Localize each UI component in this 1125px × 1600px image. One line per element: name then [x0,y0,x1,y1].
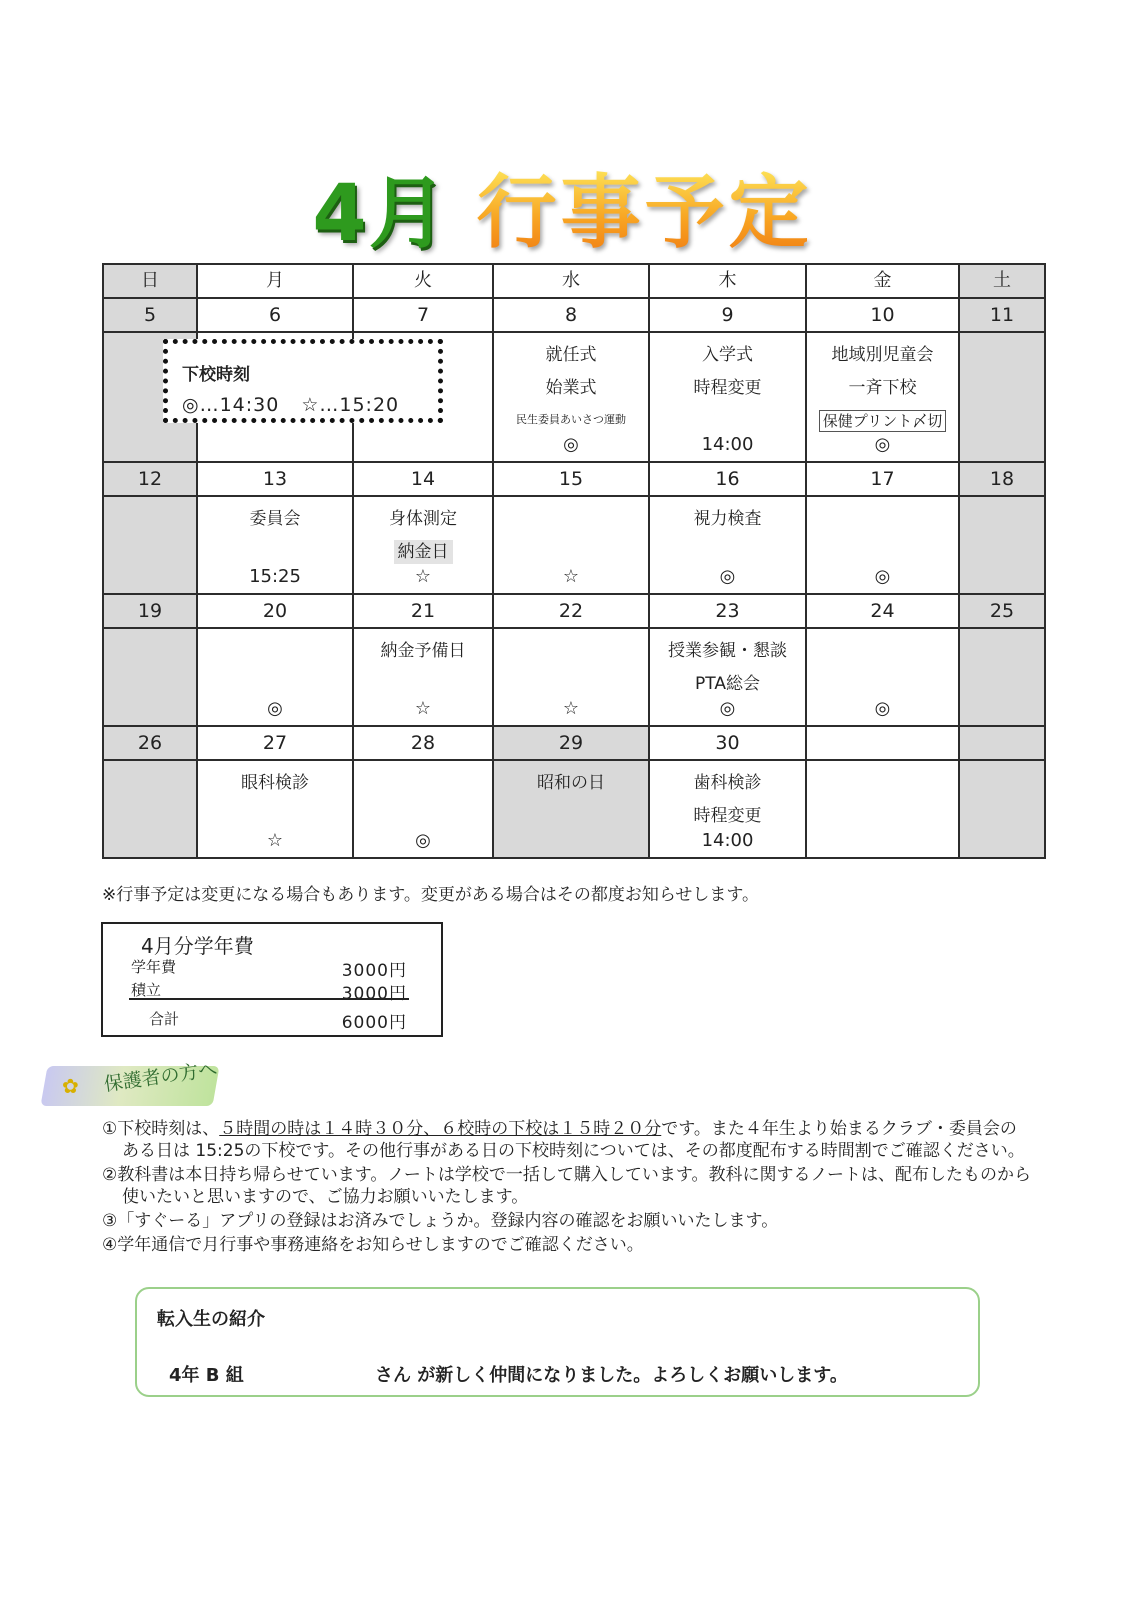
event-text-small: 民生委員あいさつ運動 [516,413,626,426]
dismissal-mark: ◎ [719,698,736,719]
date-cell: 21 [353,594,493,628]
event-text: 身体測定 [389,509,457,529]
notice-item: ②教科書は本日持ち帰らせています。ノートは学校で一括して購入しています。教科に関するノートは、配布したものから使いたいと思いますので、ご協力お願いいたします。 [102,1165,1031,1207]
title-events: 行事予定 [476,166,813,259]
fee-divider [129,998,409,1000]
event-cell [493,332,649,462]
date-cell: 17 [806,462,959,496]
weekday-header-row [103,264,1045,298]
date-cell: 24 [806,594,959,628]
event-text: 就任式 [545,345,597,365]
date-cell: 13 [197,462,353,496]
dismissal-mark: ☆ [266,830,284,851]
dismissal-mark: ☆ [562,566,580,587]
weekday-mon: 月 [197,264,353,298]
notice-item: ③「すぐーる」アプリの登録はお済みでしょうか。登録内容の確認をお願いいたします。 [102,1211,779,1231]
weekday-thu: 木 [649,264,806,298]
date-cell: 25 [959,594,1045,628]
event-cell [649,332,806,462]
event-text: 視力検査 [693,509,762,529]
event-text: 一斉下校 [848,378,917,398]
transfer-student-box [135,1287,980,1397]
weekday-sun: 日 [103,264,197,298]
dismissal-mark: ◎ [719,566,736,587]
date-row [103,298,1045,332]
date-cell: 18 [959,462,1045,496]
event-cell [353,628,493,726]
event-row [103,628,1045,726]
transfer-title: 転入生の紹介 [157,1309,265,1330]
fee-label: 学年費 [131,958,177,976]
date-cell [959,726,1045,760]
transfer-class: 4年 B 組 [169,1365,244,1386]
notice-list [102,1118,1032,1258]
notice-underlined: ５時間の時は１４時３０分、６校時の下校は１５時２０分 [219,1119,662,1139]
dismissal-mark: ◎ [267,698,283,719]
event-text: 眼科検診 [241,773,309,793]
event-cell [103,496,197,594]
date-cell-holiday: 29 [493,726,649,760]
event-cell [806,628,959,726]
dismissal-times [182,394,399,416]
holiday-name: 昭和の日 [537,773,605,793]
event-cell [649,760,806,858]
event-cell [493,496,649,594]
date-cell: 28 [353,726,493,760]
dismissal-title: 下校時刻 [182,365,250,385]
date-cell: 30 [649,726,806,760]
fee-label: 積立 [131,981,162,999]
fee-amount: 3000円 [341,961,407,981]
event-cell [197,628,353,726]
event-cell [806,496,959,594]
fee-total-amount: 6000円 [341,1013,407,1033]
weekday-fri: 金 [806,264,959,298]
event-text: 時程変更 [693,806,762,826]
date-cell: 19 [103,594,197,628]
date-cell: 27 [197,726,353,760]
date-row [103,726,1045,760]
dismissal-mark: ◎ [874,434,891,455]
event-cell [649,496,806,594]
deadline-badge: 保健プリント〆切 [819,410,946,432]
weekday-sat: 土 [959,264,1045,298]
event-cell [959,760,1045,858]
event-cell [649,628,806,726]
date-cell [806,726,959,760]
date-cell: 5 [103,298,197,332]
event-cell-holiday [493,760,649,858]
dismissal-mark: ☆ [414,566,432,587]
date-cell: 22 [493,594,649,628]
event-text: 歯科検診 [693,773,762,793]
dismissal-mark: ◎ [563,434,579,455]
dismissal-time-star: ☆…15:20 [301,394,400,416]
event-cell [959,496,1045,594]
event-row [103,760,1045,858]
event-text: 納金予備日 [380,641,466,661]
dismissal-time: 15:25 [249,566,301,587]
event-cell [197,760,353,858]
event-cell [197,496,353,594]
fee-title: 4月分学年費 [141,934,254,958]
flower-icon: ✿ [62,1074,79,1098]
dismissal-mark: ◎ [415,830,431,851]
event-cell [806,332,959,462]
dismissal-time: 14:00 [701,830,754,851]
date-cell: 6 [197,298,353,332]
date-cell: 7 [353,298,493,332]
date-cell: 14 [353,462,493,496]
date-cell: 10 [806,298,959,332]
page-title [0,148,1125,263]
dismissal-time-double-circle: ◎…14:30 [182,394,280,416]
event-cell [959,332,1045,462]
date-cell: 11 [959,298,1045,332]
event-text: 入学式 [702,345,753,365]
dismissal-mark: ◎ [874,566,891,587]
event-text: 時程変更 [693,378,762,398]
date-cell: 9 [649,298,806,332]
event-cell [353,496,493,594]
dismissal-mark: ☆ [562,698,580,719]
date-cell: 12 [103,462,197,496]
event-row [103,496,1045,594]
dismissal-time-box [163,339,443,423]
notice-item [102,1118,1032,1162]
event-cell [353,760,493,858]
event-cell [103,628,197,726]
dismissal-time: 14:00 [701,434,754,455]
event-cell [806,760,959,858]
event-cell [103,760,197,858]
weekday-tue: 火 [353,264,493,298]
guardian-banner-text: 保護者の方へ [102,1058,219,1096]
event-text: 地域別児童会 [831,345,934,365]
date-cell: 8 [493,298,649,332]
event-cell [959,628,1045,726]
fee-amount: 3000円 [341,984,407,1004]
event-text: 委員会 [249,509,301,529]
date-row [103,594,1045,628]
weekday-wed: 水 [493,264,649,298]
event-text: 授業参観・懇談 [668,641,787,661]
dismissal-mark: ◎ [874,698,891,719]
fee-box [101,922,443,1037]
date-cell: 16 [649,462,806,496]
date-cell: 23 [649,594,806,628]
event-text: PTA総会 [695,674,760,694]
event-cell [493,628,649,726]
date-cell: 15 [493,462,649,496]
payment-day-badge: 納金日 [394,540,453,564]
event-text: 始業式 [545,378,597,398]
dismissal-mark: ☆ [414,698,432,719]
notice-text: です。また４年生より始まるクラブ・委員会のある日は 15:25の下校です。その他行事がある日の下校時刻については、その都度配布する時間割でご確認ください。 [122,1119,1025,1161]
date-cell: 20 [197,594,353,628]
date-cell: 26 [103,726,197,760]
fee-total-label: 合計 [149,1010,180,1028]
notice-item: ④学年通信で月行事や事務連絡をお知らせしますのでご確認ください。 [102,1235,644,1255]
title-month: 4月 [312,169,449,259]
transfer-message: さん が新しく仲間になりました。よろしくお願いします。 [375,1365,848,1386]
notice-text: ①下校時刻は、 [102,1119,220,1139]
schedule-change-note: ※行事予定は変更になる場合もあります。変更がある場合はその都度お知らせします。 [102,885,760,905]
date-row [103,462,1045,496]
